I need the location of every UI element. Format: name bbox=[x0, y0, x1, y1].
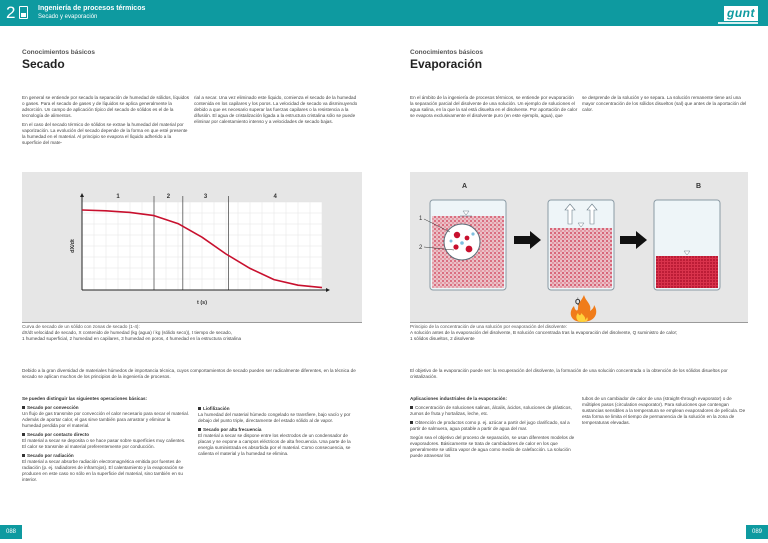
gunt-logo: gunt bbox=[724, 6, 758, 21]
bullet-icon bbox=[198, 407, 201, 410]
apps-list bbox=[410, 405, 578, 432]
header-subtitle: Secado y evaporación bbox=[38, 14, 98, 20]
process-arrow-icon bbox=[514, 231, 541, 249]
bullet-icon bbox=[410, 421, 413, 424]
header-title: Ingeniería de procesos térmicos bbox=[38, 5, 146, 12]
paragraph: rial a secar. Una vez eliminado este líquido, comienza el secado de la humedad contenida en los capilares y los poros. La velocidad de secado va disminuyendo debido a que es necesario superar las fuerzas capilares o la resistencia a la difusión. El agua de cristalización ligada a la estructura cristalina sólo se puede eliminar por calentamiento intenso y a velocidades de secado bajas. bbox=[194, 95, 358, 124]
list-item: Concentración de soluciones salinas, álcalis, ácidos, soluciones de plásticos, zumos de fruta y hortalizas, leche, etc. bbox=[410, 405, 572, 416]
left-intro-col2 bbox=[194, 95, 362, 128]
beaker-a bbox=[430, 200, 506, 290]
ops-list bbox=[198, 406, 362, 457]
chapter-number: 2 bbox=[6, 3, 16, 22]
left-page-title: Secado bbox=[22, 57, 65, 71]
list-item: Secado por contacto directo El material a secar se deposita o se hace pasar sobre superficies muy calientes. El calor se transmite al material preferentemente por conducción. bbox=[22, 432, 186, 449]
label-2: 2 bbox=[419, 245, 423, 251]
left-kicker: Conocimientos básicos bbox=[22, 49, 95, 56]
label-1: 1 bbox=[419, 216, 423, 222]
page-header bbox=[0, 0, 768, 26]
beaker-middle bbox=[548, 200, 614, 290]
right-kicker: Conocimientos básicos bbox=[410, 49, 483, 56]
paragraph: Según sea el objetivo del proceso de separación, se usan diferentes modelos de evaporadores. Básicamente se trata de cambiadores de calor en los que generalmente se utiliza vapor de agua como medio de calefacción. La solución puede atravesar los bbox=[410, 435, 575, 458]
list-item: Secado por convección Un flujo de gas transmite por convección el calor necesario para secar el material. Además de aportar calor, el gas sirve también para arrastrar y eliminar la humedad perdida por el material. bbox=[22, 405, 189, 428]
ops-list bbox=[22, 405, 190, 483]
zone-label: 4 bbox=[273, 194, 277, 200]
y-axis-arrow-icon bbox=[80, 193, 84, 197]
left-ops-col2 bbox=[198, 406, 362, 460]
caption-title: Curva de secado de un sólido con zonas de secado (1-4): bbox=[22, 324, 140, 329]
drying-curve-chart bbox=[22, 172, 362, 322]
list-item: Secado por alta frecuencia El material a secar se dispone entre los electrodos de un condensador de placas y se expone a campos eléctricos de alta frecuencia. Una parte de la energía suministrada es absorbida por el material. Como consecuencia, se calienta el material y la humedad se elimina. bbox=[198, 427, 351, 456]
right-body-intro: El objetivo de la evaporación puede ser: la recuperación del disolvente, la formación de una solución concentrada o la obtención de los sólidos disueltos por cristalización. bbox=[410, 368, 728, 379]
label-b: B bbox=[696, 183, 702, 190]
bullet-icon bbox=[198, 428, 201, 431]
chapter-icon bbox=[19, 6, 28, 19]
evaporation-diagram bbox=[410, 172, 748, 322]
process-arrow-icon bbox=[620, 231, 647, 249]
right-page-number: 089 bbox=[746, 525, 768, 539]
right-page-title: Evaporación bbox=[410, 57, 483, 71]
paragraph: En el ámbito de la ingeniería de procesos térmicos, se entiende por evaporación la separación parcial del disolvente de una solución. Un ejemplo de soluciones el agua salina, en la que la sal está disuelta en el disolvente. Por aportación de calor se evapora exclusivamente el disolvente puro (en este ejemplo, agua), que bbox=[410, 95, 578, 118]
list-item: Secado por radiación El material a secar absorbe radiación electromagnética emitida por fuentes de radiación (p. ej. radiadores de infrarrojos). El calentamiento y la evaporación se producen en este caso no sólo en la superficie del material, sino también en su interior. bbox=[22, 453, 184, 482]
right-intro-col1 bbox=[410, 95, 578, 122]
right-intro-col2 bbox=[582, 95, 748, 116]
label-q: Q̇ bbox=[575, 299, 581, 306]
logo-underline bbox=[718, 22, 758, 24]
paragraph: se desprende de la solución y se separa. La solución remanente tiene así una mayor concentración de los sólidos disueltos (sal) que antes de la aportación del calor. bbox=[582, 95, 747, 112]
caption-line: 1 sólidos disueltos, 2 disolvente bbox=[410, 336, 475, 341]
apps-heading: Aplicaciones industriales de la evaporación: bbox=[410, 396, 508, 401]
paragraph: En el caso del secado térmico de sólidos se extrae la humedad del material por vaporización. La evolución del secado depende de la forma en que esté presente la humedad en el material. Al principio se evapora el líquido adherido a la superficie del mate- bbox=[22, 122, 188, 145]
drying-chart-caption bbox=[22, 324, 362, 342]
ops-heading: Se pueden distinguir las siguientes operaciones básicas: bbox=[22, 396, 148, 401]
caption-line: dX/dt velocidad de secado, X contenido de humedad (kg (agua) / kg (sólido seco)), t tiempo de secado, bbox=[22, 330, 232, 335]
left-ops-col1 bbox=[22, 396, 190, 486]
list-item: Obtención de productos como p. ej. azúcar a partir del jugo clarificado, sal a partir de salmuera, agua potable a partir de agua del mar. bbox=[410, 420, 570, 431]
bullet-icon bbox=[22, 406, 25, 409]
caption-line: 1 humedad superficial, 2 humedad en capilares, 3 humedad en poros, 4 humedad en la estructura cristalina bbox=[22, 336, 242, 341]
drying-chart-panel bbox=[22, 172, 362, 322]
evaporation-figure-caption bbox=[410, 324, 748, 342]
zone-label: 2 bbox=[166, 194, 171, 200]
bullet-icon bbox=[22, 454, 25, 457]
zone-label: 1 bbox=[116, 194, 120, 200]
label-a: A bbox=[462, 183, 468, 190]
divider bbox=[410, 322, 748, 323]
x-axis-label: t (s) bbox=[196, 300, 208, 306]
bullet-icon bbox=[22, 433, 25, 436]
caption-title: Principio de la concentración de una solución por evaporación del disolvente: bbox=[410, 324, 568, 329]
left-page-number: 088 bbox=[0, 525, 22, 539]
paragraph: En general se entiende por secado la separación de humedad de sólidos, líquidos o gases. Para el secado de gases y de líquidos se aplica generalmente la adsorción. Un campo de aplicación típico del secado de sólidos es el de la tecnología de alimentos. bbox=[22, 95, 190, 118]
divider bbox=[22, 322, 362, 323]
list-item: Liofilización La humedad del material húmedo congelado se transfiere, bajo vacío y por debajo del punto triple, directamente del estado sólido al de vapor. bbox=[198, 406, 351, 423]
right-apps-col1 bbox=[410, 396, 578, 462]
beaker-b bbox=[654, 200, 720, 290]
left-body-intro: Debido a la gran diversidad de materiales húmedos de importancia técnica, cuyos comportamientos de secado pueden ser radicalmente diferentes, en la técnica de secado se aplican muchos de los principios de la ingeniería de procesos. bbox=[22, 368, 356, 379]
bullet-icon bbox=[410, 406, 413, 409]
y-axis-label: dX/dt bbox=[70, 239, 76, 253]
x-axis-arrow-icon bbox=[326, 288, 330, 292]
evaporation-figure-panel bbox=[410, 172, 748, 322]
zone-label: 3 bbox=[203, 194, 208, 200]
caption-line: A solución antes de la evaporación del disolvente, B solución concentrada tras la evaporación del disolvente, Q suministro de calor; bbox=[410, 330, 678, 335]
left-intro-col1 bbox=[22, 95, 190, 149]
right-apps-col2: tubos de un cambiador de calor de una (straight-through evaporator) o de múltiples pasos (circulation evaporator). Para soluciones que contengan sustancias sensibles a la temperatura se emplean evaporadores de película. De esta forma se limita el tiempo de permanencia de la solución en la zona de temperaturas elevadas. bbox=[582, 396, 746, 425]
